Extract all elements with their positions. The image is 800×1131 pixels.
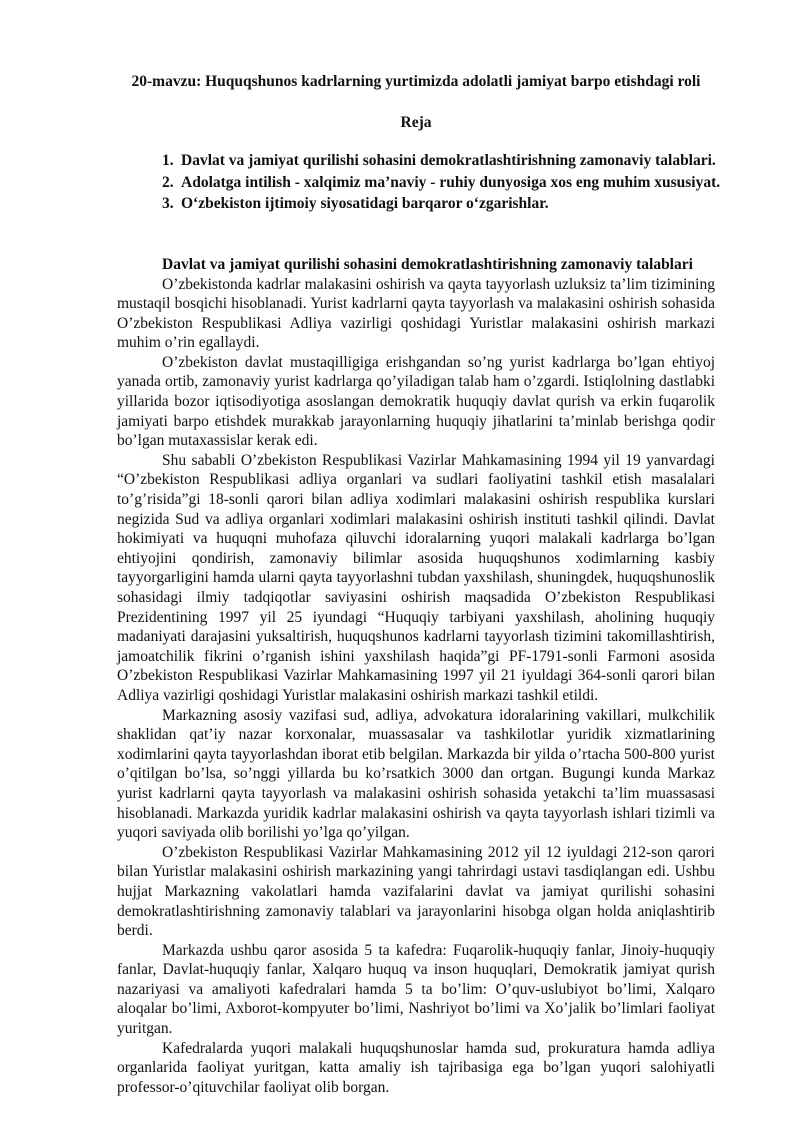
plan-heading: Reja [400, 114, 432, 131]
body-paragraph: O’zbekiston davlat mustaqilligiga erishgandan so’ng yurist kadrlarga bo’lgan ehtiyoj yanada ortib, zamonaviy yurist kadrlarga qo’yiladigan talab ham o’zgardi. Istiqlolning dastlabki yillarida bozor iqtisodiyotiga asoslangan demokratik huquqiy davlat qurish va erkin fuqarolik jamiyati barpo etishdek murakkab jarayonlarning huquqiy jihatlarini ta’minlab berishga qodir bo’lgan mutaxassislar kerak edi. [117, 353, 715, 450]
body-paragraph: Markazda ushbu qaror asosida 5 ta kafedra: Fuqarolik-huquqiy fanlar, Jinoiy-huquqiy fanlar, Davlat-huquqiy fanlar, Xalqaro huquq va inson huquqlari, Demokratik jamiyat qurish nazariyasi va amaliyoti kafedralari hamda 5 ta bo’lim: O’quv-uslubiyot bo’limi, Xalqaro aloqalar bo’limi, Axborot-kompyuter bo’limi, Nashriyot bo’limi va Xo’jalik bo’limlari faoliyat yuritgan. [117, 941, 715, 1038]
plan-item-number: 3. [162, 195, 174, 212]
plan-item-number: 2. [162, 173, 174, 191]
section-title: Davlat va jamiyat qurilishi sohasini demokratlashtirishning zamonaviy talablari [162, 255, 693, 273]
document-title: 20-mavzu: Huquqshunos kadrlarning yurtimizda adolatli jamiyat barpo etishdagi roli [131, 73, 701, 90]
plan-item-text: Davlat va jamiyat qurilishi sohasini demokratlashtirishning zamonaviy talablari. [181, 152, 716, 169]
plan-item [117, 193, 715, 215]
plan-item-text: O‘zbekiston ijtimoiy siyosatidagi barqaror o‘zgarishlar. [181, 195, 549, 212]
body-paragraph: Kafedralarda yuqori malakali huquqshunoslar hamda sud, prokuratura hamda adliya organlarida faoliyat yuritgan, katta amaliy ish tajribasiga ega bo’lgan yuqori salohiyatli professor-o’qituvchilar faoliyat olib borgan. [117, 1039, 715, 1096]
body-paragraph: O’zbekistonda kadrlar malakasini oshirish va qayta tayyorlash uzluksiz ta’lim tizimining mustaqil bosqichi hisoblanadi. Yurist kadrlarni qayta tayyorlash va malakasini oshirish sohasida O’zbekiston Respublikasi Adliya vazirligi qoshidagi Yuristlar malakasini oshirish markazi muhim o’rin egallaydi. [117, 275, 715, 352]
plan-item [117, 150, 715, 172]
plan-item-text: Adolatga intilish - xalqimiz ma’naviy - ruhiy dunyosiga xos eng muhim xususiyat. [181, 173, 721, 191]
plan-list [117, 150, 721, 215]
body-paragraph: Markazning asosiy vazifasi sud, adliya, advokatura idoralarining vakillari, mulkchilik shaklidan qat’iy nazar korxonalar, muassasalar va tashkilotlar yuridik xizmatlarining xodimlarini qayta tayyorlashdan iborat etib belgilan. Markazda bir yilda o’rtacha 500-800 yurist o’qitilgan bo’lsa, so’nggi yillarda bu ko’rsatkich 3000 dan ortgan. Bugungi kunda Markaz yurist kadrlarni qayta tayyorlash va malakasini oshirish sohasida yetakchi ta’lim muassasasi hisoblanadi. Markazda yuridik kadrlar malakasini oshirish va qayta tayyorlash ishlari tizimli va yuqori saviyada olib borilishi yo’lga qo’yilgan. [117, 706, 715, 842]
body-paragraph: Shu sababli O’zbekiston Respublikasi Vazirlar Mahkamasining 1994 yil 19 yanvardagi “O’zbekiston Respublikasi adliya organlari va sudlari faoliyatini tashkil etish masalalari to’g’risida”gi 18-sonli qarori bilan adliya xodimlari malakasini oshirish respublika kurslari negizida Sud va adliya organlari xodimlari malakasini oshirish instituti tashkil qilindi. Davlat hokimiyati va huquqni muhofaza qiluvchi idoralarning yuqori malakali kadrlarga bo’lgan ehtiyojini qondirish, zamonaviy bilimlar asosida huquqshunos xodimlarning kasbiy tayyorgarligini hamda ularni qayta tayyorlashni tubdan yaxshilash, shuningdek, huquqshunoslik sohasidagi ilmiy tadqiqotlar saviyasini oshirish maqsadida O’zbekiston Respublikasi Prezidentining 1997 yil 25 iyundagi “Huquqiy tarbiyani yaxshilash, aholining huquqiy madaniyati darajasini yuksaltirish, huquqshunos kadrlarni tayyorlash tizimini takomillashtirish, jamoatchilik fikrini o’rganish ishini yaxshilash haqida”gi PF-1791-sonli Farmoni asosida O’zbekiston Respublikasi Vazirlar Mahkamasining 1997 yil 21 iyuldagi 364-sonli qarori bilan Adliya vazirligi qoshidagi Yuristlar malakasini oshirish markazi tashkil etildi. [117, 451, 715, 704]
plan-item [117, 172, 721, 194]
body-paragraph: O’zbekiston Respublikasi Vazirlar Mahkamasining 2012 yil 12 iyuldagi 212-son qarori bilan Yuristlar malakasini oshirish markazining yangi tahrirdagi ustavi tasdiqlangan edi. Ushbu hujjat Markazning vakolatlari hamda vazifalarini davlat va jamiyat qurilishi sohasini demokratlashtirishning zamonaviy talablari va jarayonlarini hisobga olgan holda aniqlashtirib berdi. [117, 843, 715, 940]
plan-item-number: 1. [162, 152, 174, 169]
